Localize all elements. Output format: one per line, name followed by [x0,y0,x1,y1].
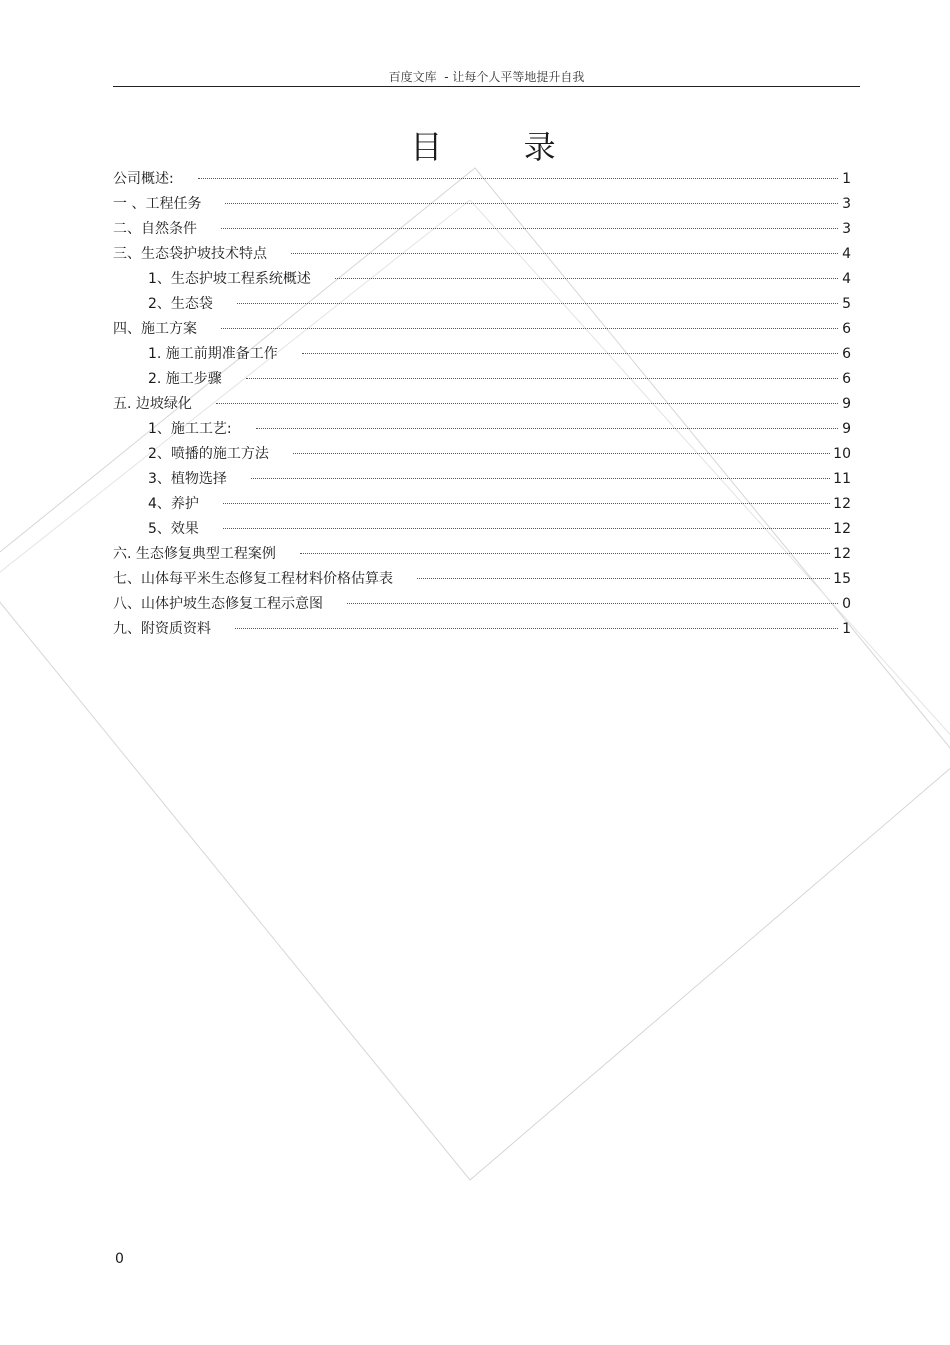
toc-entry-page: 15 [833,571,851,587]
toc-entry[interactable] [113,417,851,442]
toc-entry-label: 八、山体护坡生态修复工程示意图 [113,596,323,612]
toc-dot-leader [216,403,838,404]
toc-entry-label: 公司概述: [113,171,174,187]
toc-entry-page: 6 [842,371,851,387]
toc-dot-leader [291,253,838,254]
toc-dot-leader [300,553,830,554]
toc-entry-page: 3 [842,221,851,237]
toc-entry-page: 0 [842,596,851,612]
toc-entry[interactable] [113,217,851,242]
toc-entry[interactable] [113,592,851,617]
toc-entry-page: 12 [833,521,851,537]
toc-dot-leader [256,428,838,429]
toc-entry-label: 二、自然条件 [113,221,197,237]
header-rule [113,86,860,87]
toc-entry-page: 6 [842,321,851,337]
toc-dot-leader [235,628,838,629]
page-number: 0 [115,1251,124,1267]
toc-entry[interactable] [113,342,851,367]
toc-entry[interactable] [113,492,851,517]
toc-entry-page: 10 [833,446,851,462]
toc-entry[interactable] [113,192,851,217]
toc-entry-label: 2. 施工步骤 [148,371,222,387]
toc-entry-label: 五. 边坡绿化 [113,396,192,412]
toc-dot-leader [293,453,830,454]
toc-entry[interactable] [113,517,851,542]
toc-entry-label: 4、养护 [148,496,199,512]
toc-dot-leader [417,578,830,579]
toc-dot-leader [251,478,830,479]
toc-entry[interactable] [113,367,851,392]
toc-entry-label: 七、山体每平米生态修复工程材料价格估算表 [113,571,393,587]
toc-dot-leader [237,303,838,304]
table-of-contents [113,167,851,642]
toc-entry-label: 一 、工程任务 [113,196,202,212]
toc-dot-leader [223,503,830,504]
toc-entry-label: 1、生态护坡工程系统概述 [148,271,311,287]
toc-entry[interactable] [113,267,851,292]
toc-entry[interactable] [113,292,851,317]
toc-entry-page: 5 [842,296,851,312]
toc-dot-leader [198,178,838,179]
toc-title: 目 录 [410,128,556,166]
toc-entry-label: 1. 施工前期准备工作 [148,346,278,362]
toc-entry-label: 四、施工方案 [113,321,197,337]
toc-entry-page: 1 [842,621,851,637]
toc-entry-page: 4 [842,246,851,262]
toc-entry-page: 4 [842,271,851,287]
toc-entry[interactable] [113,467,851,492]
toc-entry-label: 2、喷播的施工方法 [148,446,269,462]
toc-entry[interactable] [113,442,851,467]
toc-entry[interactable] [113,167,851,192]
toc-entry-page: 3 [842,196,851,212]
toc-entry-label: 六. 生态修复典型工程案例 [113,546,276,562]
toc-entry[interactable] [113,242,851,267]
toc-entry-page: 12 [833,546,851,562]
toc-dot-leader [225,203,838,204]
toc-dot-leader [347,603,838,604]
toc-entry[interactable] [113,317,851,342]
toc-entry[interactable] [113,392,851,417]
toc-dot-leader [335,278,838,279]
toc-dot-leader [246,378,838,379]
page-header: 百度文库 - 让每个人平等地提升自我 [388,70,585,84]
toc-entry-label: 5、效果 [148,521,199,537]
toc-dot-leader [302,353,838,354]
toc-entry-label: 三、生态袋护坡技术特点 [113,246,267,262]
toc-entry-page: 11 [833,471,851,487]
toc-dot-leader [221,228,838,229]
toc-entry[interactable] [113,567,851,592]
toc-entry[interactable] [113,542,851,567]
toc-entry[interactable] [113,617,851,642]
toc-entry-page: 9 [842,396,851,412]
toc-entry-label: 九、附资质资料 [113,621,211,637]
toc-dot-leader [221,328,838,329]
toc-entry-page: 9 [842,421,851,437]
toc-entry-label: 1、施工工艺: [148,421,232,437]
toc-entry-page: 6 [842,346,851,362]
toc-entry-page: 1 [842,171,851,187]
toc-entry-page: 12 [833,496,851,512]
toc-entry-label: 2、生态袋 [148,296,213,312]
toc-dot-leader [223,528,830,529]
toc-entry-label: 3、植物选择 [148,471,227,487]
